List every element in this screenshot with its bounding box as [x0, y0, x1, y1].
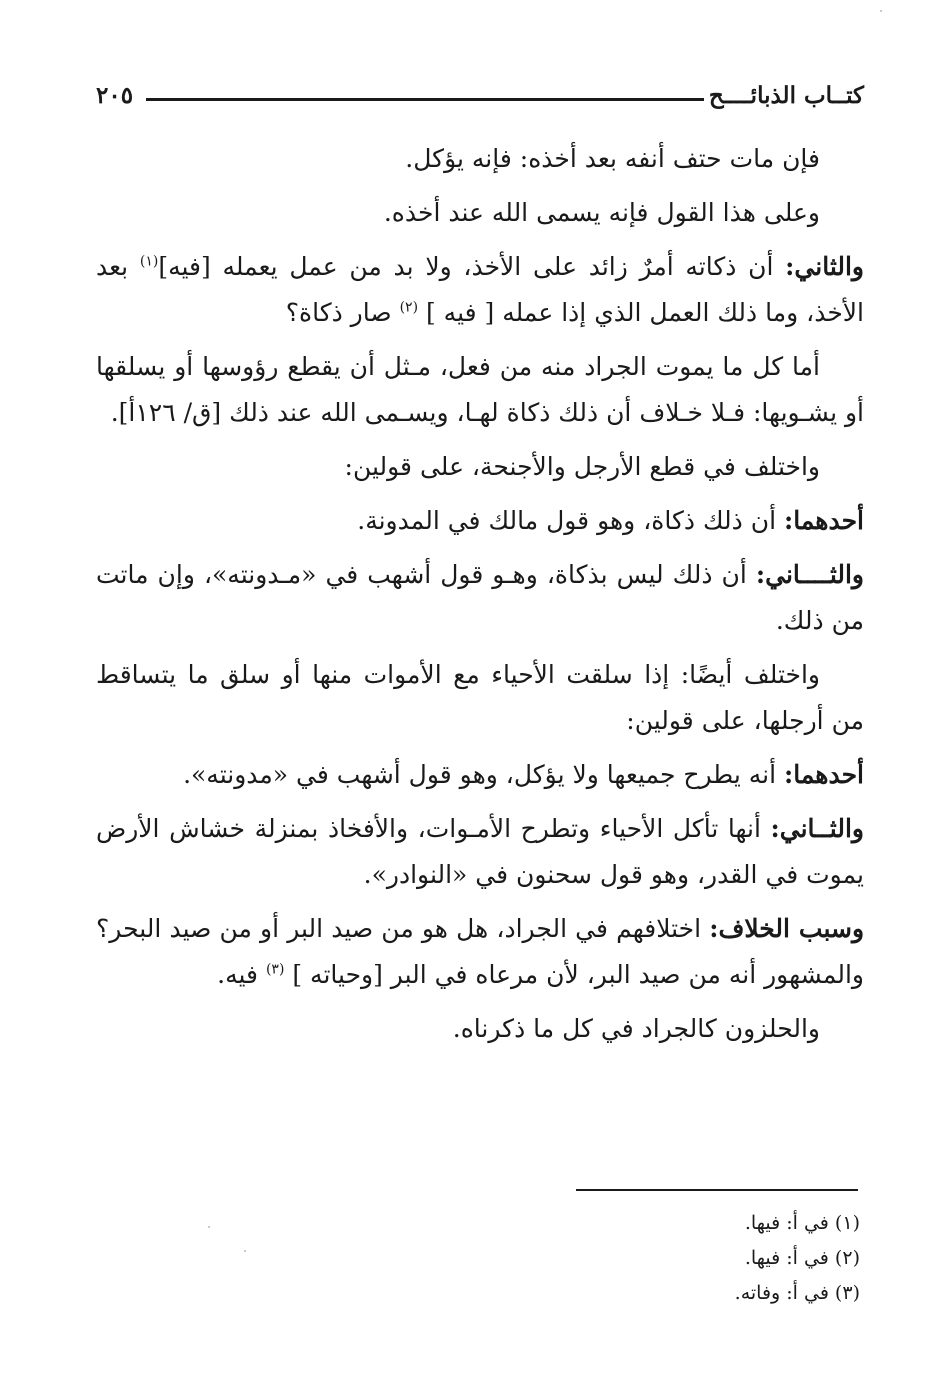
page-header [96, 78, 864, 118]
footnote-2: (٢) في أ: فيها. [744, 1247, 860, 1269]
scan-speck [880, 10, 882, 12]
footnotes [300, 1206, 860, 1311]
main-text [96, 136, 864, 1060]
scan-speck [244, 1250, 246, 1252]
footnote-ref-3: (٣) [265, 961, 285, 978]
paragraph-text: أن ذلك ليس بذكاة، وهـو قول أشهب في «مـدونته»، وإن ماتت من ذلك. [96, 560, 864, 635]
paragraph-lead: أحدهما: [783, 506, 864, 535]
paragraph-text: فإن مات حتف أنفه بعد أخذه: فإنه يؤكل. [405, 144, 820, 173]
paragraph-text: أنها تأكل الأحياء وتطرح الأمـوات، والأفخاذ بمنزلة خشاش الأرض يموت في القدر، وهو قول سحنون في «النوادر». [96, 814, 864, 889]
paragraph-lead: أحدهما: [783, 760, 864, 789]
paragraph-text-end: صار ذكاة؟ [285, 298, 400, 327]
paragraph-10 [96, 806, 864, 898]
footnote-ref-1: (١) [139, 253, 159, 270]
footnote-3: (٣) في أ: وفاته. [734, 1282, 860, 1304]
paragraph-text: وعلى هذا القول فإنه يسمى الله عند أخذه. [383, 198, 820, 227]
paragraph-lead: والثــاني: [770, 814, 864, 843]
footnote-separator [576, 1189, 858, 1191]
page-number: ٢٠٥ [96, 82, 134, 109]
paragraph-lead: والثاني: [785, 252, 864, 281]
footnote-ref-2: (٢) [399, 299, 419, 316]
paragraph-5 [96, 444, 864, 490]
paragraph-text: أن ذكاته أمرٌ زائد على الأخذ، ولا بد من عمل يعمله [فيه] [158, 252, 786, 281]
paragraph-4 [96, 344, 864, 436]
paragraph-text: أنه يطرح جميعها ولا يؤكل، وهو قول أشهب في «مدونته». [183, 760, 784, 789]
header-rule [146, 98, 704, 101]
paragraph-lead: والثــــاني: [755, 560, 864, 589]
paragraph-9 [96, 752, 864, 798]
paragraph-text: أن ذلك ذكاة، وهو قول مالك في المدونة. [357, 506, 784, 535]
paragraph-8 [96, 652, 864, 744]
paragraph-1 [96, 136, 864, 182]
footnote-1: (١) في أ: فيها. [744, 1212, 860, 1234]
chapter-title: كتــاب الذبائــــح [708, 82, 864, 109]
paragraph-text-end: فيه. [217, 960, 266, 989]
paragraph-text: واختلف في قطع الأرجل والأجنحة، على قولين: [344, 452, 820, 481]
paragraph-7 [96, 552, 864, 644]
paragraph-lead: وسبب الخلاف: [709, 914, 865, 943]
paragraph-3 [96, 244, 864, 336]
paragraph-6 [96, 498, 864, 544]
paragraph-11 [96, 906, 864, 998]
paragraph-text-cont: بعد الأخذ، وما ذلك العمل الذي إذا عمله [ فيه ] [96, 252, 864, 327]
paragraph-text: والحلزون كالجراد في كل ما ذكرناه. [452, 1014, 820, 1043]
paragraph-text: واختلف أيضًا: إذا سلقت الأحياء مع الأموات منها أو سلق ما يتساقط من أرجلها، على قولين: [96, 660, 864, 735]
paragraph-text: اختلافهم في الجراد، هل هو من صيد البر أو من صيد البحر؟ والمشهور أنه من صيد البر، لأن مرعاه في البر [وحياته ] [96, 914, 864, 989]
paragraph-2 [96, 190, 864, 236]
scan-speck [208, 1226, 210, 1228]
paragraph-12 [96, 1006, 864, 1052]
paragraph-text: أما كل ما يموت الجراد منه من فعل، مـثل أن يقطع رؤوسها أو يسلقها أو يشـويها: فـلا خـلاف أن ذلك ذكاة لهـا، ويسـمى الله عند ذلك [ق/ ١٢٦أ]. [96, 352, 864, 427]
